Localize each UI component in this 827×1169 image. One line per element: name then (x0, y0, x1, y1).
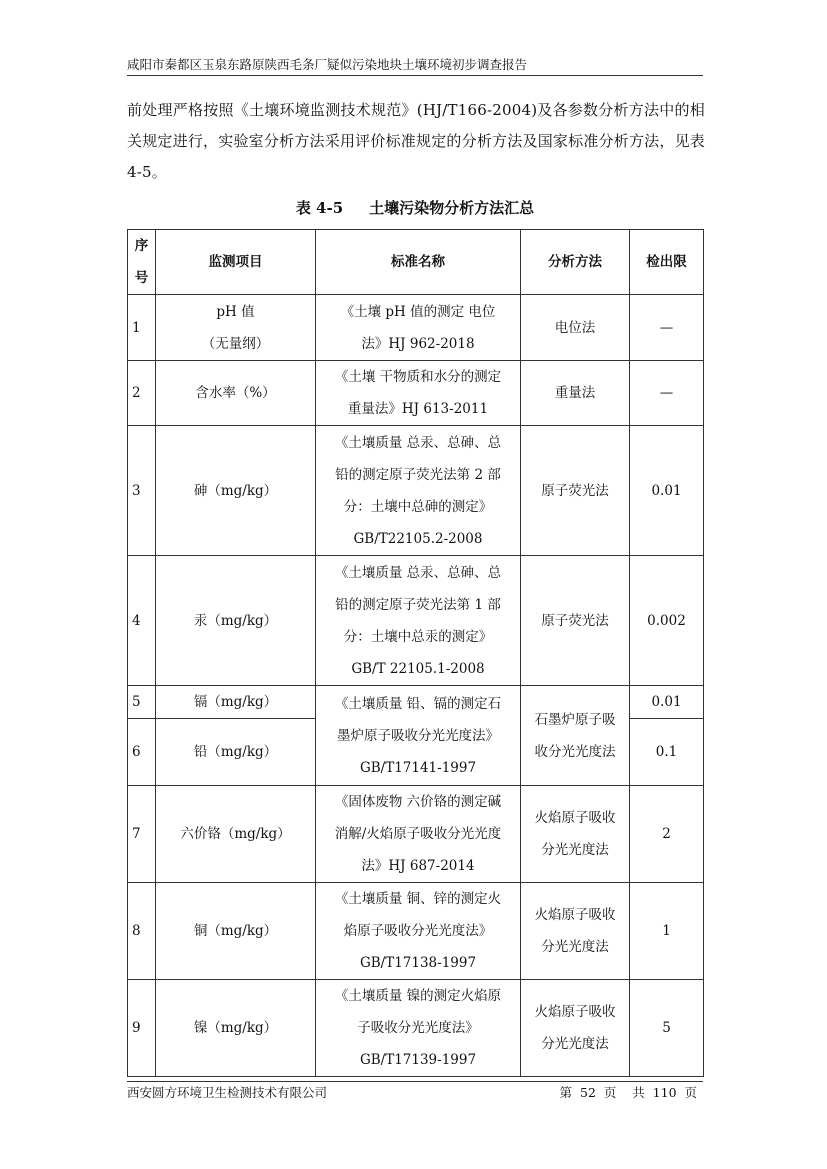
table-caption (127, 196, 703, 220)
table-number: 表 4-5 (295, 199, 344, 217)
page-header: 咸阳市秦都区玉泉东路原陕西毛条厂疑似污染地块土壤环境初步调查报告 (127, 57, 703, 76)
intro-paragraph: 前处理严格按照《土壤环境监测技术规范》(HJ/T166-2004)及各参数分析方法中的相关规定进行，实验室分析方法采用评价标准规定的分析方法及国家标准分析方法，见表4-5。 (127, 101, 705, 181)
header-seq: 序 号 (128, 230, 156, 295)
header-method: 分析方法 (521, 230, 630, 295)
header-item: 监测项目 (156, 230, 316, 295)
table-row: 8 铜（mg/kg） 《土壤质量 铜、锌的测定火 焰原子吸收分光光度法》 GB/T17138-1997 火焰原子吸收 分光光度法 1 (128, 883, 704, 980)
header-standard: 标准名称 (316, 230, 521, 295)
table-title: 土壤污染物分析方法汇总 (369, 199, 535, 217)
analysis-methods-table (127, 229, 704, 1077)
table-row: 9 镍（mg/kg） 《土壤质量 镍的测定火焰原 子吸收分光光度法》 GB/T17139-1997 火焰原子吸收 分光光度法 5 (128, 980, 704, 1077)
page-footer (127, 1081, 703, 1102)
table-row: 6 铅（mg/kg） 0.1 (128, 719, 704, 786)
page-number: 第 52 页 共 110 页 (559, 1085, 697, 1100)
footer-company: 西安圆方环境卫生检测技术有限公司 (127, 1085, 328, 1100)
table-row: 2 含水率（%） 《土壤 干物质和水分的测定 重量法》HJ 613-2011 重量法 — (128, 361, 704, 426)
table-row: 4 汞（mg/kg） 《土壤质量 总汞、总砷、总 铅的测定原子荧光法第 1 部 分：土壤中总汞的测定》 GB/T 22105.1-2008 原子荧光法 0.002 (128, 556, 704, 686)
table-header-row (128, 230, 704, 295)
table-row: 1 pH 值 （无量纲） 《土壤 pH 值的测定 电位 法》HJ 962-2018 电位法 — (128, 295, 704, 361)
table-row: 3 砷（mg/kg） 《土壤质量 总汞、总砷、总 铅的测定原子荧光法第 2 部 分：土壤中总砷的测定》 GB/T22105.2-2008 原子荧光法 0.01 (128, 426, 704, 556)
table-row: 5 镉（mg/kg） 《土壤质量 铅、镉的测定石 墨炉原子吸收分光光度法》 GB/T17141-1997 石墨炉原子吸 收分光光度法 0.01 (128, 686, 704, 719)
table-row: 7 六价铬（mg/kg） 《固体废物 六价铬的测定碱 消解/火焰原子吸收分光光度 法》HJ 687-2014 火焰原子吸收 分光光度法 2 (128, 786, 704, 883)
header-limit: 检出限 (630, 230, 704, 295)
